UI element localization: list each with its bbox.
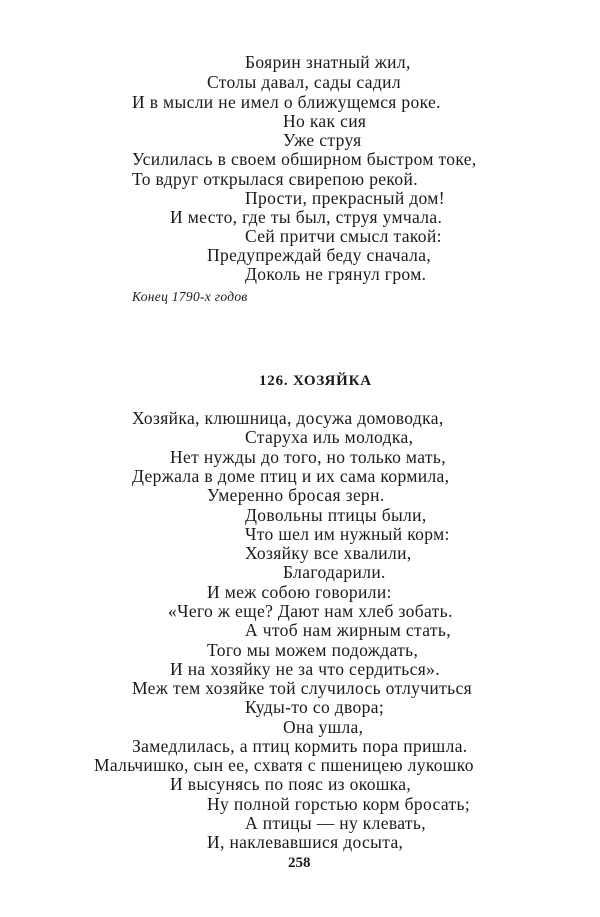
verse-line: Доколь не грянул гром.: [245, 264, 427, 284]
verse-line: Прости, прекрасный дом!: [245, 188, 445, 208]
verse-line: То вдруг открылася свирепою рекой.: [132, 169, 418, 189]
verse-line: И меж собою говорили:: [207, 582, 392, 602]
verse-line: Предупреждай беду сначала,: [207, 245, 432, 265]
verse-line: Столы давал, сады садил: [207, 72, 401, 92]
verse-line: А птицы — ну клевать,: [245, 813, 426, 833]
verse-line: Но как сия: [283, 111, 367, 131]
verse-line: И на хозяйку не за что сердиться».: [170, 659, 440, 679]
verse-line: И в мысли не имел о ближущемся роке.: [132, 92, 441, 112]
verse-line: Уже струя: [283, 130, 362, 150]
poem-date: Конец 1790-х годов: [132, 289, 248, 304]
verse-line: И, наклевавшися досыта,: [207, 832, 404, 852]
verse-line: Хозяйку все хвалили,: [245, 543, 412, 563]
verse-line: Куды-то со двора;: [245, 697, 385, 717]
verse-line: Что шел им нужный корм:: [245, 524, 450, 544]
verse-line: Меж тем хозяйке той случилось отлучиться: [132, 678, 472, 698]
verse-line: Усилилась в своем обширном быстром токе,: [132, 149, 477, 169]
verse-line: Нет нужды до того, но только мать,: [170, 447, 446, 467]
verse-line: Умеренно бросая зерн.: [207, 485, 385, 505]
verse-line: А чтоб нам жирным стать,: [245, 620, 451, 640]
verse-line: Замедлилась, а птиц кормить пора пришла.: [132, 736, 468, 756]
verse-line: «Чего ж еще? Дают нам хлеб зобать.: [168, 601, 453, 621]
verse-line: И место, где ты был, струя умчала.: [170, 207, 443, 227]
verse-line: Держала в доме птиц и их сама кормила,: [132, 466, 450, 486]
verse-line: Мальчишко, сын ее, схватя с пшеницею лукошко: [94, 755, 474, 775]
poem-title: 126. ХОЗЯЙКА: [259, 373, 372, 389]
verse-line: Благодарили.: [283, 562, 386, 582]
verse-line: Она ушла,: [283, 717, 364, 737]
verse-line: И высунясь по пояс из окошка,: [170, 774, 412, 794]
verse-line: Ну полной горстью корм бросать;: [207, 794, 471, 814]
verse-line: Старуха иль молодка,: [245, 427, 414, 447]
verse-line: Того мы можем подождать,: [207, 640, 419, 660]
page-number: 258: [288, 855, 311, 871]
verse-line: Сей притчи смысл такой:: [245, 226, 442, 246]
verse-line: Боярин знатный жил,: [245, 52, 411, 72]
verse-line: Хозяйка, клюшница, досужа домоводка,: [132, 408, 444, 428]
verse-line: Довольны птицы были,: [245, 505, 427, 525]
